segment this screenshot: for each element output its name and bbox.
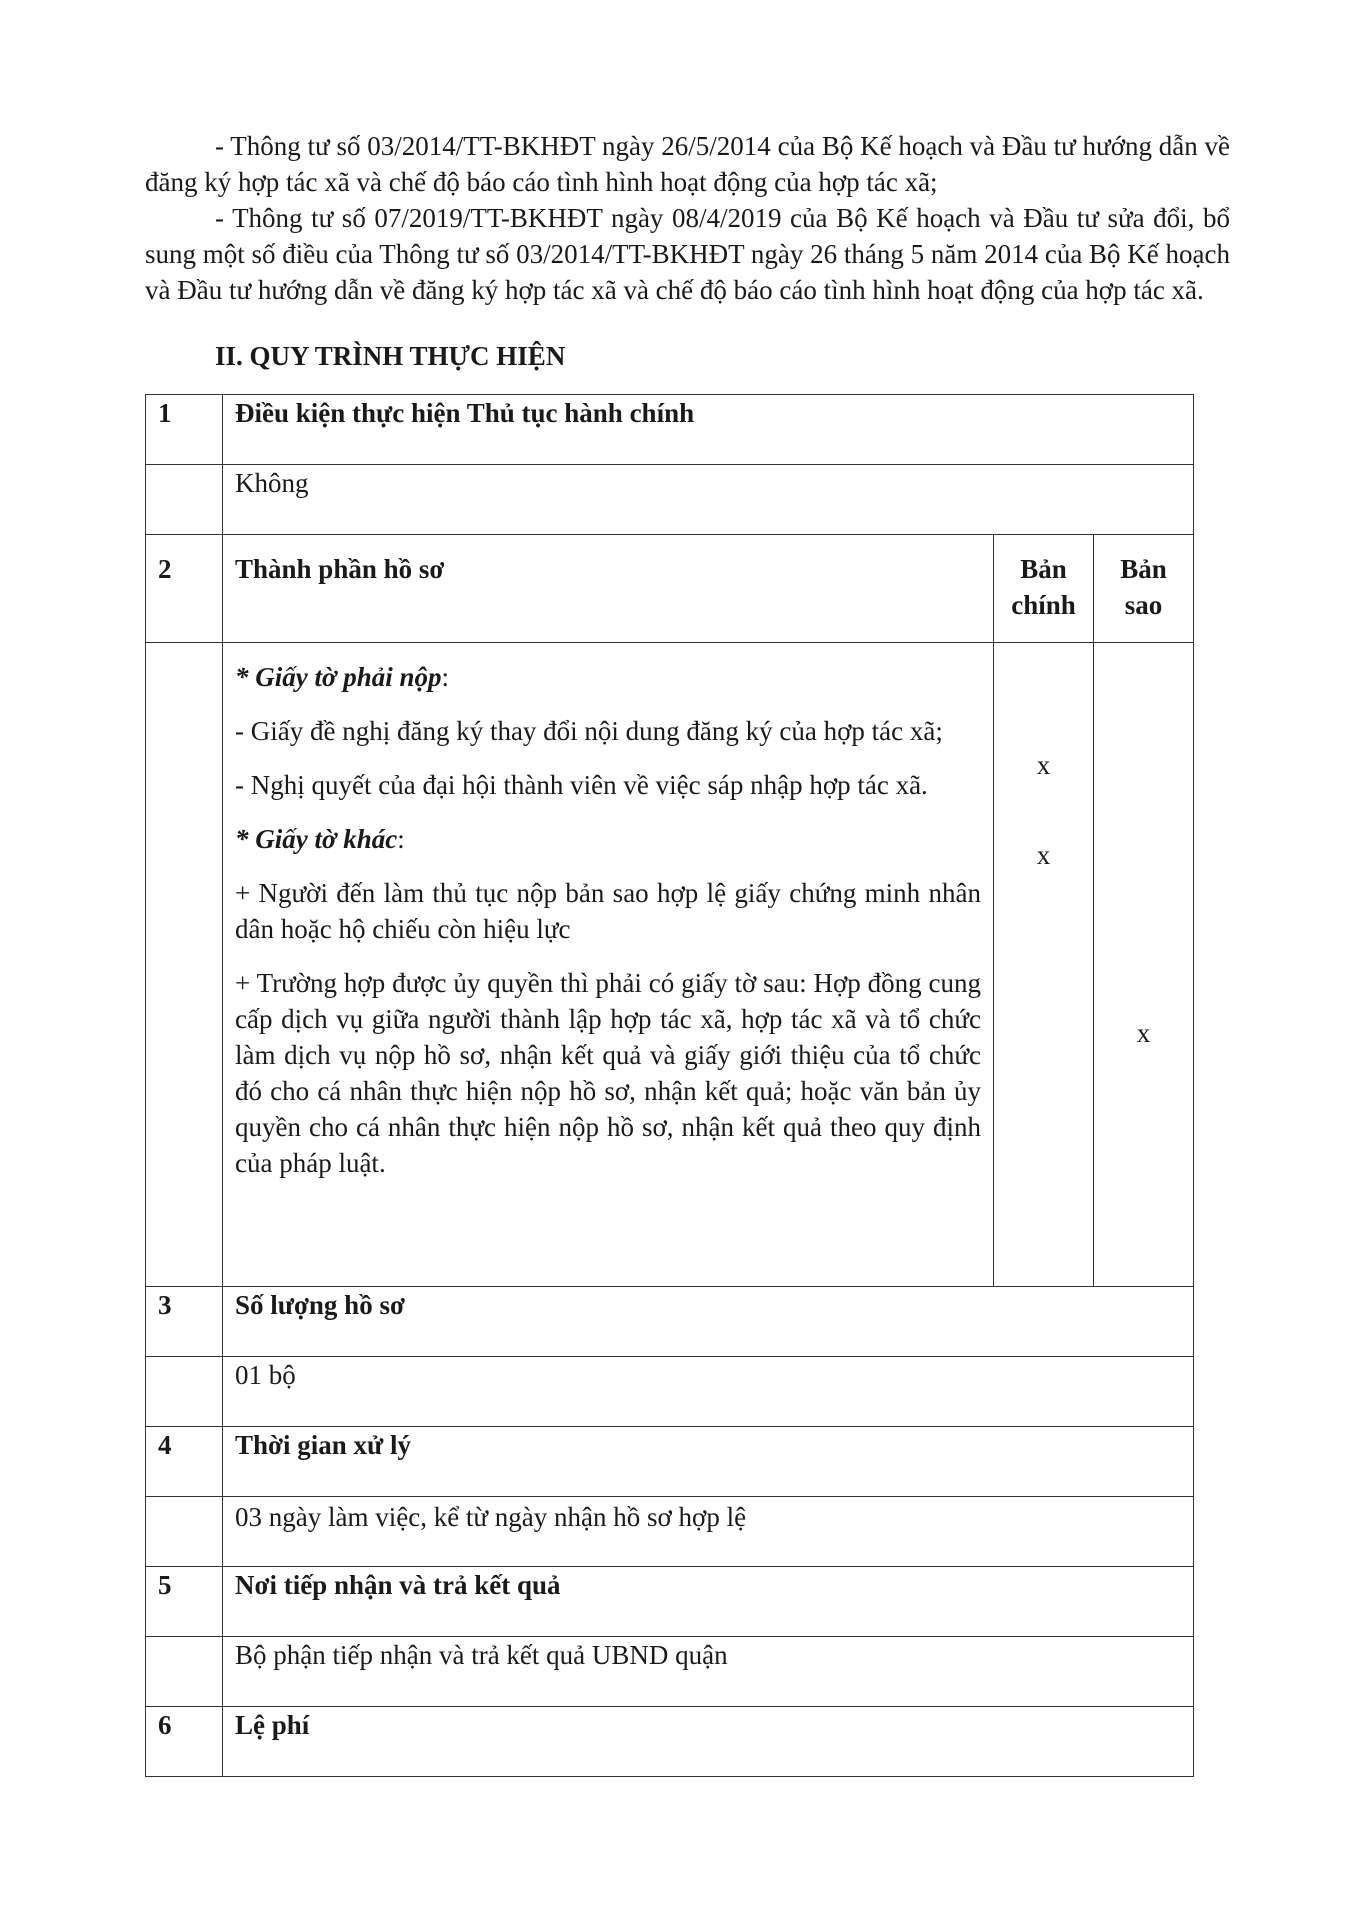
row-number: 3 — [146, 1287, 223, 1357]
row-title: Điều kiện thực hiện Thủ tục hành chính — [223, 395, 1194, 465]
original-marks-cell — [994, 643, 1094, 1287]
row-title: Thành phần hồ sơ — [223, 535, 994, 643]
procedure-table — [145, 394, 1194, 1777]
column-header-original: Bản chính — [994, 535, 1094, 643]
table-row — [146, 1707, 1194, 1777]
legal-basis-item: - Thông tư số 07/2019/TT-BKHĐT ngày 08/4/2019 của Bộ Kế hoạch và Đầu tư sửa đổi, bổ sung một số điều của Thông tư số 03/2014/TT-BKHĐT ngày 26 tháng 5 năm 2014 của Bộ Kế hoạch và Đầu tư hướng dẫn về đăng ký hợp tác xã và chế độ báo cáo tình hình hoạt động của hợp tác xã. — [145, 203, 1231, 305]
legal-basis-item: - Thông tư số 03/2014/TT-BKHĐT ngày 26/5/2014 của Bộ Kế hoạch và Đầu tư hướng dẫn về đăng ký hợp tác xã và chế độ báo cáo tình hình hoạt động của hợp tác xã; — [145, 131, 1230, 197]
row-number: 1 — [146, 395, 223, 465]
required-docs-heading: * Giấy tờ phải nộp: — [235, 662, 450, 692]
table-row — [146, 465, 1194, 535]
document-list — [223, 643, 994, 1287]
document-item: + Người đến làm thủ tục nộp bản sao hợp lệ giấy chứng minh nhân dân hoặc hộ chiếu còn hiệu lực — [235, 878, 981, 944]
row-content: Không — [223, 465, 1194, 535]
empty-cell — [146, 1497, 223, 1567]
empty-cell — [146, 1637, 223, 1707]
row-number: 2 — [146, 535, 223, 643]
row-number: 6 — [146, 1707, 223, 1777]
empty-cell — [146, 1357, 223, 1427]
row-title: Lệ phí — [223, 1707, 1194, 1777]
table-row — [146, 395, 1194, 465]
section-title: II. QUY TRÌNH THỰC HIỆN — [215, 341, 566, 371]
table-row — [146, 1637, 1194, 1707]
table-row — [146, 1427, 1194, 1497]
table-row — [146, 1287, 1194, 1357]
row-content: 03 ngày làm việc, kể từ ngày nhận hồ sơ hợp lệ — [223, 1497, 1194, 1567]
table-row — [146, 1357, 1194, 1427]
document-item: + Trường hợp được ủy quyền thì phải có giấy tờ sau: Hợp đồng cung cấp dịch vụ giữa người thành lập hợp tác xã, hợp tác xã và tổ chức làm dịch vụ nộp hồ sơ, nhận kết quả và giấy giới thiệu của tổ chức đó cho cá nhân thực hiện nộp hồ sơ, nhận kết quả; hoặc văn bản ủy quyền cho cá nhân thực hiện nộp hồ sơ, nhận kết quả theo quy định của pháp luật. — [235, 968, 981, 1178]
check-mark: x — [1036, 840, 1051, 870]
empty-cell — [146, 465, 223, 535]
row-number: 4 — [146, 1427, 223, 1497]
row-title: Thời gian xử lý — [223, 1427, 1194, 1497]
legal-basis-list — [145, 128, 1230, 308]
column-header-copy: Bản sao — [1094, 535, 1194, 643]
document-item: - Giấy đề nghị đăng ký thay đổi nội dung đăng ký của hợp tác xã; — [235, 716, 943, 746]
row-content: Bộ phận tiếp nhận và trả kết quả UBND quận — [223, 1637, 1194, 1707]
table-row — [146, 1497, 1194, 1567]
table-row — [146, 643, 1194, 1287]
copy-marks-cell — [1094, 643, 1194, 1287]
document-item: - Nghị quyết của đại hội thành viên về việc sáp nhập hợp tác xã. — [235, 770, 928, 800]
table-row — [146, 535, 1194, 643]
check-mark: x — [1136, 1018, 1151, 1048]
empty-cell — [146, 643, 223, 1287]
row-title: Số lượng hồ sơ — [223, 1287, 1194, 1357]
other-docs-heading: * Giấy tờ khác: — [235, 824, 405, 854]
row-number: 5 — [146, 1567, 223, 1637]
check-mark: x — [1036, 750, 1051, 780]
row-content: 01 bộ — [223, 1357, 1194, 1427]
row-title: Nơi tiếp nhận và trả kết quả — [223, 1567, 1194, 1637]
table-row — [146, 1567, 1194, 1637]
